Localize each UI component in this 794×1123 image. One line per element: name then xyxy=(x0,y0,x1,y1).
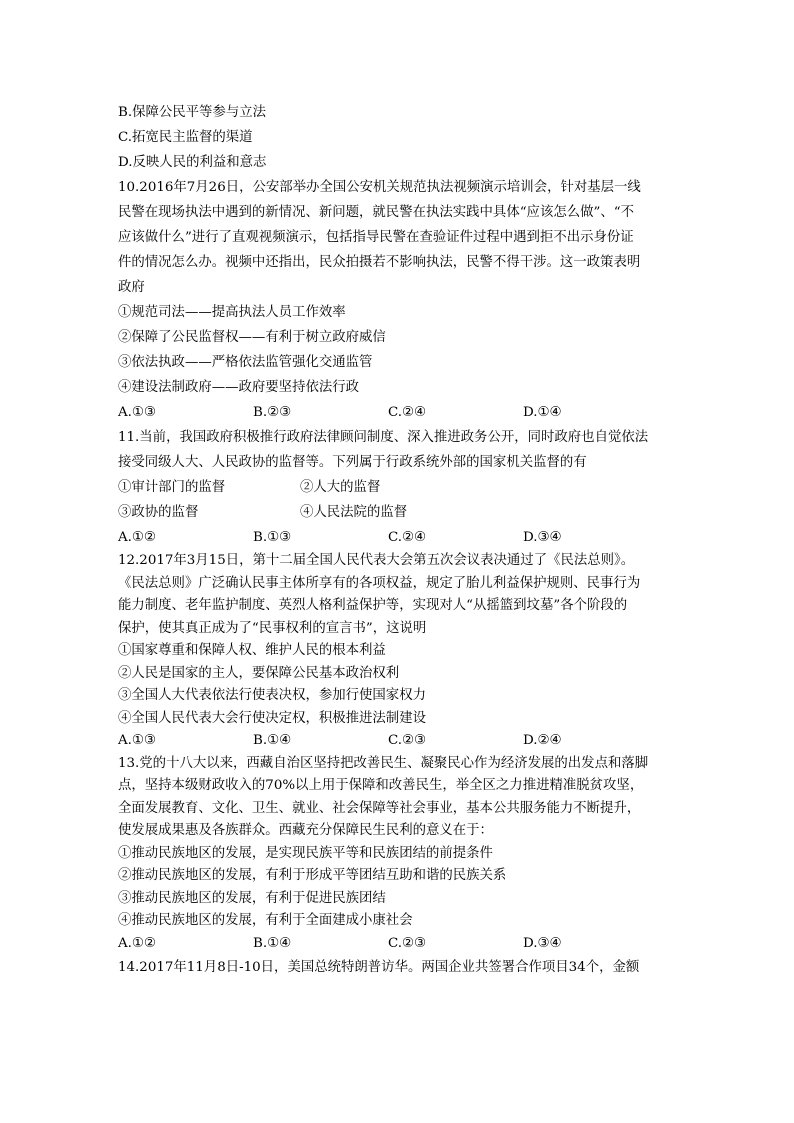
statement-item: ②保障了公民监督权——有利于树立政府威信 xyxy=(118,329,386,345)
option-c-text: C.拓宽民主监督的渠道 xyxy=(118,129,253,145)
question-12-stem: 能力制度、老年监护制度、英烈人格利益保护等，实现对人“从摇篮到坟墓”各个阶段的 xyxy=(118,598,628,614)
answer-option: A.①② xyxy=(118,935,156,951)
question-13-stem: 点，坚持本级财政收入的70%以上用于保障和改善民生，举全区之力推进精准脱贫攻坚， xyxy=(118,778,644,794)
answer-option: B.①④ xyxy=(253,935,292,951)
option-d-text: D.反映人民的利益和意志 xyxy=(118,154,267,170)
question-10-stem: 民警在现场执法中遇到的新情况、新问题，就民警在执法实践中具体“应该怎么做”、“不 xyxy=(118,204,634,220)
statement-item: ①规范司法——提高执法人员工作效率 xyxy=(118,304,346,320)
answer-option: C.②④ xyxy=(388,529,427,545)
statement-item: ①审计部门的监督 xyxy=(118,479,226,495)
answer-options xyxy=(118,933,683,956)
question-13-stem: 全面发展教育、文化、卫生、就业、社会保障等社会事业，基本公共服务能力不断提升， xyxy=(118,800,641,816)
answer-option: D.①④ xyxy=(523,404,562,420)
answer-options xyxy=(118,400,683,425)
answer-option: A.①③ xyxy=(118,733,156,749)
answer-option: A.①② xyxy=(118,529,156,545)
answer-option: C.②③ xyxy=(388,935,427,951)
statement-item: ②推动民族地区的发展，有利于形成平等团结互助和谐的民族关系 xyxy=(118,868,507,884)
statement-item: ①国家尊重和保障人权、维护人民的根本利益 xyxy=(118,643,386,659)
question-11-stem: 接受同级人大、人民政协的监督等。下列属于行政系统外部的国家机关监督的有 xyxy=(118,454,587,470)
question-14-stem: 14.2017年11月8日-10日，美国总统特朗普访华。两国企业共签署合作项目34个，金额 xyxy=(118,959,640,975)
statement-item: ③依法执政——严格依法监管强化交通监管 xyxy=(118,354,373,370)
statement-item: ④人民法院的监督 xyxy=(300,504,408,520)
statement-item: ④推动民族地区的发展，有利于全面建成小康社会 xyxy=(118,913,413,929)
question-12-stem: 保护，使其真正成为了“民事权利的宣言书”，这说明 xyxy=(118,620,427,636)
statement-item: ③推动民族地区的发展，有利于促进民族团结 xyxy=(118,890,386,906)
statement-item: ②人民是国家的主人，要保障公民基本政治权利 xyxy=(118,665,400,681)
question-10-stem: 件的情况怎么办。视频中还指出，民众拍摄若不影响执法，民警不得干涉。这一政策表明 xyxy=(118,254,641,270)
statement-item: ①推动民族地区的发展，是实现民族平等和民族团结的前提条件 xyxy=(118,845,493,861)
statement-item: ③全国人大代表依法行使表决权，参加行使国家权力 xyxy=(118,688,426,704)
answer-option: D.③④ xyxy=(523,935,562,951)
answer-option: D.②④ xyxy=(523,733,562,749)
answer-option: C.②④ xyxy=(388,404,427,420)
answer-option: C.②③ xyxy=(388,733,427,749)
answer-option: B.①③ xyxy=(253,529,292,545)
question-10-stem: 10.2016年7月26日，公安部举办全国公安机关规范执法视频演示培训会，针对基层一线 xyxy=(118,179,641,195)
statement-item: ④全国人民代表大会行使决定权，积极推进法制建设 xyxy=(118,710,426,726)
statement-pair xyxy=(118,475,683,500)
option-b-text: B.保障公民平等参与立法 xyxy=(118,104,267,120)
document-page xyxy=(118,100,683,980)
question-11-stem: 11.当前，我国政府积极推行政府法律顾问制度、深入推进政务公开，同时政府也自觉依法 xyxy=(118,429,649,445)
statement-item: ②人大的监督 xyxy=(300,479,381,495)
question-10-stem: 应该做什么”进行了直观视频演示，包括指导民警在查验证件过程中遇到拒不出示身份证 xyxy=(118,229,634,245)
answer-options xyxy=(118,730,683,753)
answer-option: B.①④ xyxy=(253,733,292,749)
statement-item: ④建设法制政府——政府要坚持依法行政 xyxy=(118,379,360,395)
answer-option: A.①③ xyxy=(118,404,156,420)
question-10-stem: 政府 xyxy=(118,279,145,295)
answer-options xyxy=(118,525,683,550)
question-12-stem: 12.2017年3月15日，第十二届全国人民代表大会第五次会议表决通过了《民法总则》。 xyxy=(118,553,635,569)
answer-option: B.②③ xyxy=(253,404,292,420)
statement-pair xyxy=(118,500,683,525)
answer-option: D.③④ xyxy=(523,529,562,545)
question-12-stem: 《民法总则》广泛确认民事主体所享有的各项权益，规定了胎儿利益保护规则、民事行为 xyxy=(118,575,641,591)
statement-item: ③政协的监督 xyxy=(118,504,199,520)
question-13-stem: 13.党的十八大以来，西藏自治区坚持把改善民生、凝聚民心作为经济发展的出发点和落脚 xyxy=(118,755,649,771)
question-13-stem: 使发展成果惠及各族群众。西藏充分保障民生民利的意义在于： xyxy=(118,823,493,839)
